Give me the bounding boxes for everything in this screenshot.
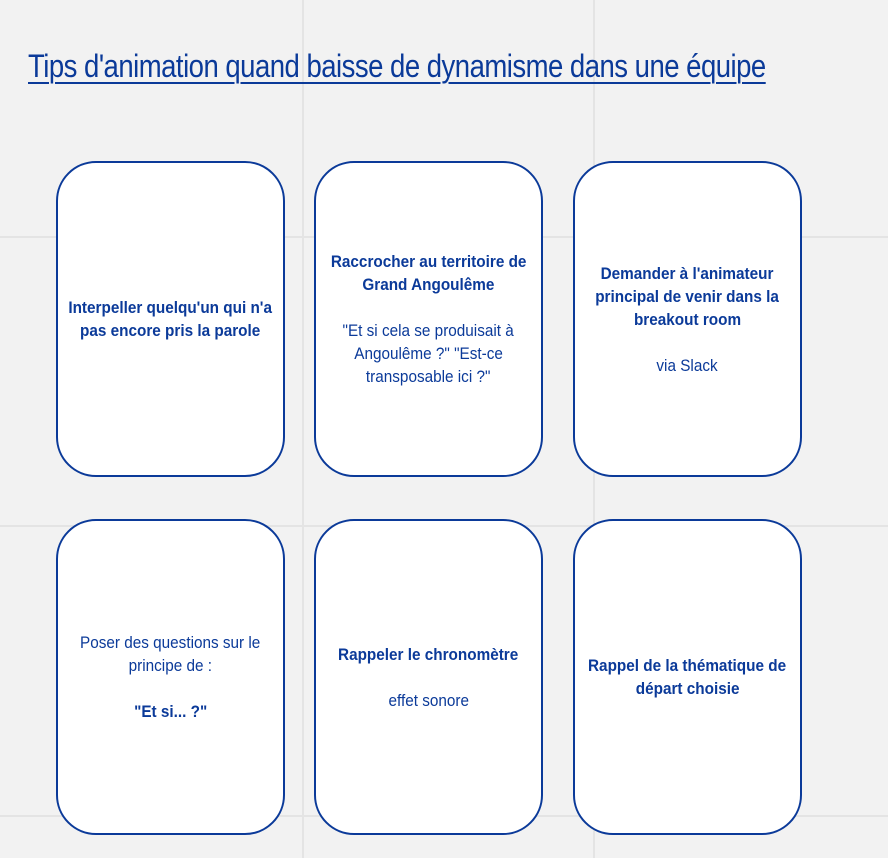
card-text-line: Demander à l'animateur bbox=[601, 263, 774, 283]
card-text-line: Angoulême ?" "Est-ce bbox=[354, 344, 503, 363]
card-text-line: breakout room bbox=[633, 309, 742, 329]
board-title[interactable]: Tips d'animation quand baisse de dynamisme dans une équipe bbox=[28, 48, 766, 84]
card-text-line: Poser des questions sur le bbox=[80, 633, 261, 652]
card-text-line: Rappeler le chronomètre bbox=[338, 644, 519, 664]
card-text-line: Grand Angoulême bbox=[362, 275, 495, 294]
canvas-grid-line bbox=[302, 0, 304, 858]
card-text-line: via Slack bbox=[656, 355, 719, 375]
card-poser-questions[interactable] bbox=[56, 519, 285, 835]
card-text-line: effet sonore bbox=[388, 690, 469, 710]
card-text-line: Raccrocher au territoire de bbox=[330, 252, 527, 271]
card-demander-animateur[interactable] bbox=[573, 161, 802, 477]
card-text-line: Interpeller quelqu'un qui n'a bbox=[68, 298, 273, 317]
card-raccrocher-territoire[interactable] bbox=[314, 161, 543, 477]
card-interpeller[interactable] bbox=[56, 161, 285, 477]
card-text-line: départ choisie bbox=[635, 679, 740, 698]
card-text-line: "Et si cela se produisait à bbox=[342, 321, 515, 340]
card-text-line: transposable ici ?" bbox=[366, 367, 491, 386]
card-rappeler-chronometre[interactable] bbox=[314, 519, 543, 835]
card-text-line: principe de : bbox=[128, 656, 213, 675]
card-text-line: pas encore pris la parole bbox=[80, 321, 261, 340]
card-rappel-thematique[interactable] bbox=[573, 519, 802, 835]
card-text-line: principal de venir dans la bbox=[595, 286, 780, 306]
card-text-line: "Et si... ?" bbox=[133, 702, 208, 721]
card-text-line: Rappel de la thématique de bbox=[588, 656, 787, 675]
